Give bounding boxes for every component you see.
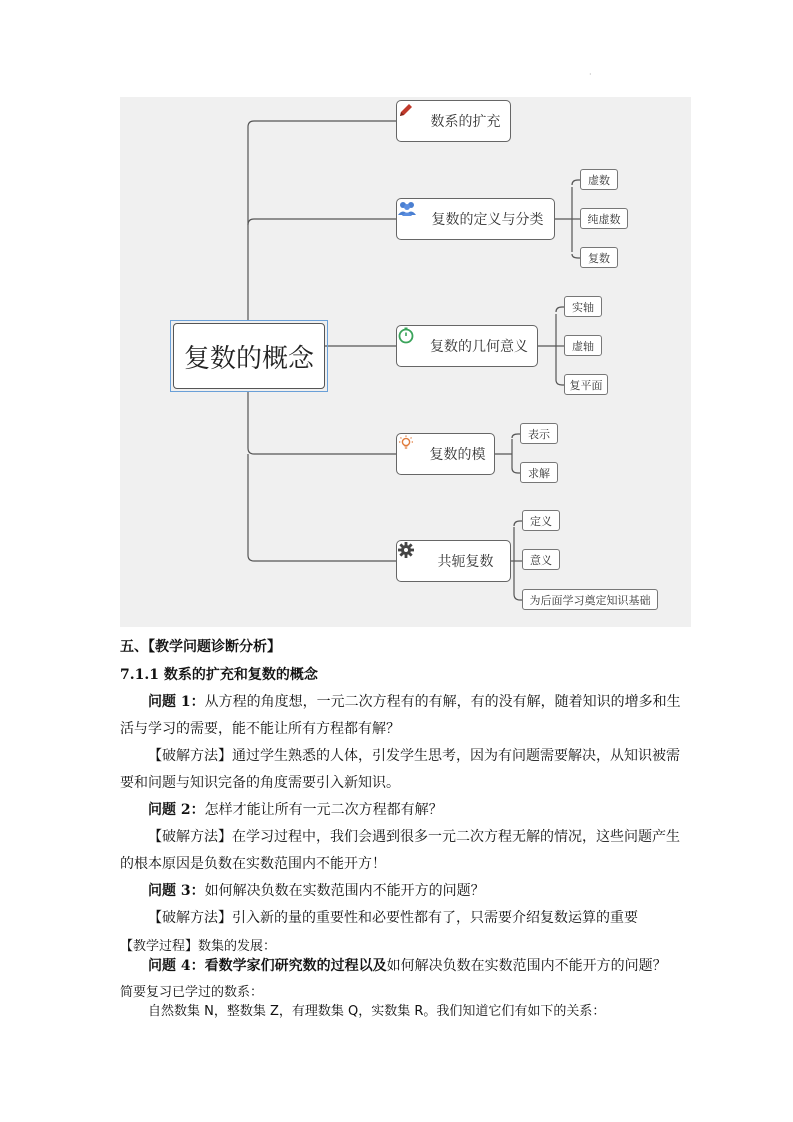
method-1-continued: 要和问题与知识完备的角度需要引入新知识。 [120, 775, 400, 791]
branch-label-2: 复数的定义与分类 [431, 212, 544, 228]
connector-branch-2 [248, 219, 396, 225]
branch-label-3: 复数的几何意义 [430, 339, 528, 355]
question-2-text: 怎样才能让所有一元二次方程都有解？ [204, 802, 443, 818]
leaf-meaning: 意义 [522, 549, 560, 570]
question-4-text: 如何解决负数在实数范围内不能开方的问题？ [386, 958, 667, 974]
leaf-representation: 表示 [520, 423, 558, 444]
leaf-imaginary-axis: 虚轴 [564, 335, 602, 356]
teaching-process: 【教学过程】数集的发展： [120, 939, 277, 954]
branch-label-4: 复数的模 [429, 447, 486, 463]
leaf-foundation: 为后面学习奠定知识基础 [522, 589, 658, 610]
leaf-complex-number: 复数 [580, 247, 618, 268]
method-1-label: 【破解方法】 [148, 748, 232, 764]
question-3-text: 如何解决负数在实数范围内不能开方的问题？ [204, 883, 485, 899]
leaf-imaginary-number: 虚数 [580, 169, 618, 190]
connector-branch-1 [248, 121, 396, 320]
branch-node-4 [396, 433, 495, 475]
root-label: 复数的概念 [173, 323, 325, 389]
leaf-real-axis: 实轴 [564, 296, 602, 317]
method-2-continued: 的根本原因是负数在实数范围内不能开方！ [120, 856, 386, 872]
branch-node-5 [396, 540, 511, 582]
review-text: 简要复习已学过的数系： [120, 985, 264, 1000]
method-2-label: 【破解方法】 [148, 829, 232, 845]
connector-branch-5 [248, 454, 396, 561]
question-2 [148, 799, 443, 819]
question-4-bold: 看数学家们研究数的过程以及 [204, 958, 387, 974]
question-3-label: 问题 3： [148, 883, 205, 899]
pencil-icon [407, 112, 425, 130]
branch-node-3 [396, 325, 538, 367]
subsection-heading: 7.1.1 数系的扩充和复数的概念 [120, 667, 318, 683]
method-2 [148, 826, 680, 846]
leaf-definition: 定义 [522, 510, 560, 531]
branch-label-1: 数系的扩充 [430, 114, 501, 130]
section-heading: 五、【教学问题诊断分析】 [120, 639, 281, 655]
question-2-label: 问题 2： [148, 802, 205, 818]
root-node [170, 320, 328, 392]
method-3-label: 【破解方法】 [148, 910, 232, 926]
leaf-pure-imaginary: 纯虚数 [580, 208, 628, 229]
question-1-text: 从方程的角度想，一元二次方程有的有解，有的没有解，随着知识的增多和生 [204, 694, 681, 710]
question-1 [148, 691, 681, 711]
method-3 [148, 907, 638, 927]
question-3 [148, 880, 485, 900]
method-2-text: 在学习过程中，我们会遇到很多一元二次方程无解的情况，这些问题产生 [232, 829, 680, 845]
page-dot: · [589, 70, 592, 79]
mind-map [120, 97, 691, 627]
connector-branch-4 [248, 392, 396, 454]
leaf-solving: 求解 [520, 462, 558, 483]
stopwatch-icon [406, 337, 424, 355]
number-sets-text: 自然数集 N，整数集 Z，有理数集 Q，实数集 R。我们知道它们有如下的关系： [148, 1004, 606, 1019]
question-1-continued: 活与学习的需要，能不能让所有方程都有解？ [120, 721, 400, 737]
question-1-label: 问题 1： [148, 694, 205, 710]
method-1-text: 通过学生熟悉的人体，引发学生思考，因为有问题需要解决，从知识被需 [232, 748, 680, 764]
leaf-complex-plane: 复平面 [564, 374, 608, 395]
branch-node-1 [396, 100, 511, 142]
people-icon [408, 210, 426, 228]
gear-icon [414, 552, 432, 570]
question-4-label: 问题 4： [148, 958, 205, 974]
lightbulb-icon [406, 445, 424, 463]
method-3-text: 引入新的量的重要性和必要性都有了，只需要介绍复数运算的重要 [232, 910, 638, 926]
branch-label-5: 共轭复数 [437, 554, 494, 570]
question-4 [148, 955, 667, 975]
branch-node-2 [396, 198, 555, 240]
method-1 [148, 745, 680, 765]
